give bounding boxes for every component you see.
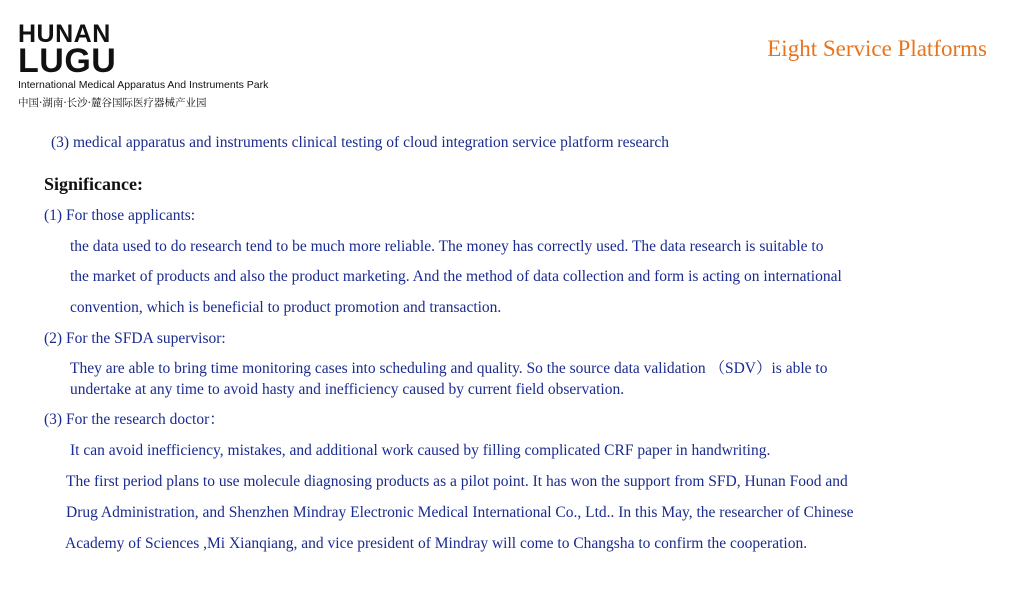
item-1-line-2: the market of products and also the product marketing. And the method of data collection and form is acting on international: [70, 268, 842, 285]
hunan-lugu-logo: [18, 22, 268, 110]
item-3-heading: (3) For the research doctor：: [44, 411, 225, 428]
logo-text-lugu: LUGU: [18, 42, 117, 80]
slide-title: Eight Service Platforms: [767, 36, 987, 61]
item-2-line-1: They are able to bring time monitoring cases into scheduling and quality. So the source data validation （SDV）is able to: [70, 360, 828, 377]
logo-subtitle-english: International Medical Apparatus And Instruments Park: [18, 79, 269, 91]
logo-subtitle-chinese: 中国·湖南·长沙·麓谷国际医疗器械产业园: [18, 97, 207, 109]
item-1-line-3: convention, which is beneficial to product promotion and transaction.: [70, 299, 502, 316]
logo-text-hunan: HUNAN: [18, 20, 111, 48]
closing-line-3: Academy of Sciences ,Mi Xianqiang, and vice president of Mindray will come to Changsha to confirm the cooperation.: [65, 535, 808, 552]
item-3-line-1: It can avoid inefficiency, mistakes, and additional work caused by filling complicated CRF paper in handwriting.: [70, 442, 771, 459]
significance-heading: Significance:: [44, 174, 143, 194]
closing-line-1: The first period plans to use molecule diagnosing products as a pilot point. It has won the support from SFD, Hunan Food and: [66, 473, 848, 490]
item-1-heading: (1) For those applicants:: [44, 207, 196, 224]
item-2-heading: (2) For the SFDA supervisor:: [44, 330, 226, 347]
item-1-line-1: the data used to do research tend to be much more reliable. The money has correctly used. The data research is suitable to: [70, 238, 824, 255]
item-2-line-2: undertake at any time to avoid hasty and inefficiency caused by current field observation.: [70, 381, 625, 398]
closing-line-2: Drug Administration, and Shenzhen Mindray Electronic Medical International Co., Ltd.. In this May, the researcher of Chinese: [66, 504, 854, 521]
section-title: (3) medical apparatus and instruments clinical testing of cloud integration service platform research: [51, 134, 670, 151]
